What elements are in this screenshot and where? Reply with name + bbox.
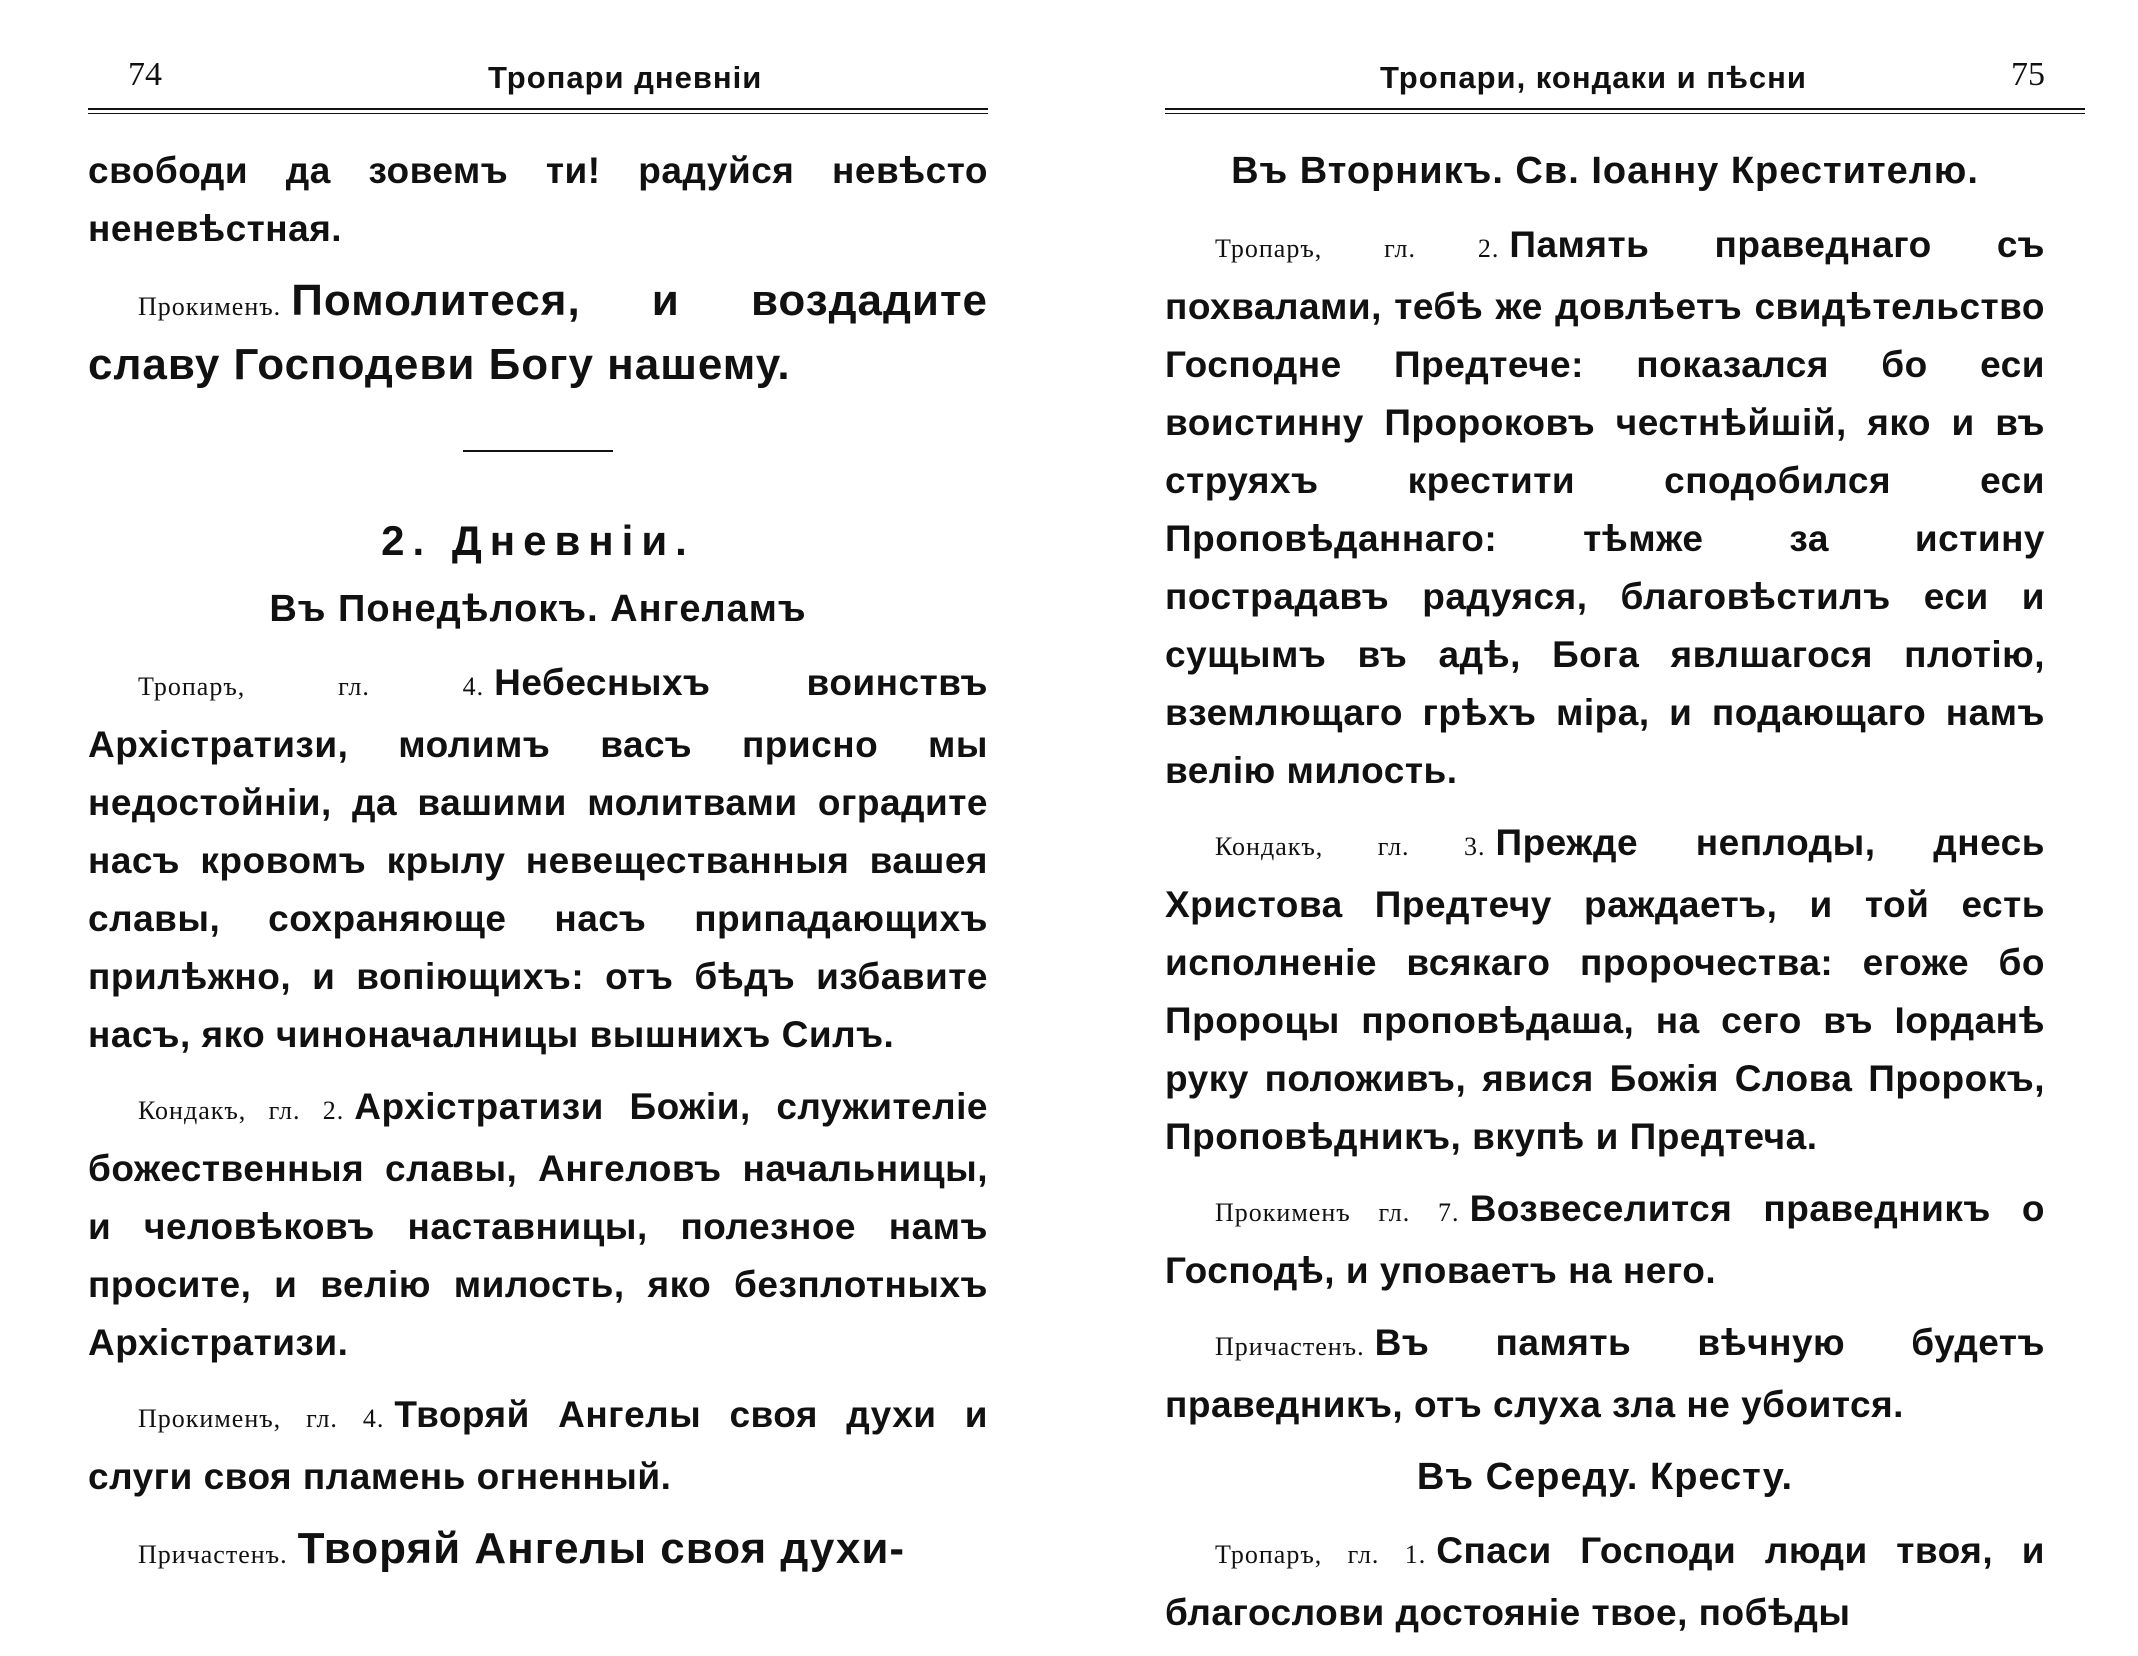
prokimen-text: Творяй Ангелы своя духи и слуги своя пламень огненный. — [88, 1394, 988, 1497]
wednesday-heading: Въ Середу. Кресту. — [1416, 1456, 1794, 1498]
monday-prokimen — [88, 1386, 988, 1506]
troparion-text: Память праведнаго съ похвалами, тебѣ же довлѣетъ свидѣтельство Господне Предтече: показался бо еси воистинну Пророковъ честнѣйшiй, яко и въ струяхъ крестити сподобился еси Проповѣданнаго: тѣмже за истину пострадавъ радуяся, благовѣстилъ еси и сущымъ въ адѣ, Бога явлшагося плотiю, вземлющаго грѣхъ мiра, и подающаго намъ велiю милость. — [1165, 224, 2045, 791]
section-title: 2. Дневнiи. — [381, 517, 695, 564]
troparion-label: Тропаръ, гл. 1. — [1215, 1540, 1427, 1569]
prokimen-paragraph-left — [88, 272, 988, 396]
prokimen-text: Возвеселится праведникъ о Господѣ, и уповаетъ на него. — [1165, 1188, 2045, 1291]
communion-label: Причастенъ. — [1215, 1332, 1365, 1361]
right-page — [1165, 50, 2065, 1633]
kontakion-label: Кондакъ, гл. 2. — [138, 1096, 345, 1125]
running-head-title-right: Тропари, кондаки и пѣсни — [1380, 60, 1807, 95]
troparion-text: Спаси Господи люди твоя, и благослови достоянiе твое, побѣды — [1165, 1530, 2045, 1633]
communion-text: Въ память вѣчную будетъ праведникъ, отъ слуха зла не убоится. — [1165, 1322, 2045, 1425]
page-number-right: 75 — [2011, 56, 2045, 93]
monday-heading: Въ Понедѣлокъ. Ангеламъ — [269, 588, 807, 630]
tuesday-troparion — [1165, 216, 2045, 800]
tuesday-prokimen — [1165, 1180, 2045, 1300]
communion-text: Творяй Ангелы своя духи- — [297, 1524, 906, 1573]
page-number-left: 74 — [128, 56, 162, 93]
continuation-text: свободи да зовемъ ти! радуйся невѣсто неневѣстная. — [88, 150, 988, 249]
prokimen-text: Помолитеся, и воздадите славу Господеви Богу нашему. — [88, 276, 988, 389]
troparion-label: Тропаръ, гл. 4. — [138, 672, 485, 701]
communion-label: Причастенъ. — [138, 1540, 288, 1569]
prokimen-label: Прокименъ, гл. 4. — [138, 1404, 385, 1433]
kontakion-text: Архiстратизи Божiи, служителiе божественныя славы, Ангеловъ начальницы, и человѣковъ наставницы, полезное намъ просите, и велiю милость, яко безплотныхъ Архiстратизи. — [88, 1086, 988, 1363]
left-page-text — [88, 142, 988, 1598]
troparion-text: Небесныхъ воинствъ Архiстратизи, молимъ васъ присно мы недостойнiи, да вашими молитвами оградите насъ кровомъ крылу невеществанныя вашея славы, сохраняюще насъ припадающихъ прилѣжно, и вопiющихъ: отъ бѣдъ избавите насъ, яко чиноначалницы вышнихъ Силъ. — [88, 662, 989, 1055]
tuesday-kontakion — [1165, 814, 2045, 1166]
kontakion-text: Прежде неплоды, днесь Христова Предтечу раждаетъ, и той есть исполненiе всякаго пророчества: егоже бо Пророцы проповѣдаша, на сего въ Iорданѣ руку положивъ, явися Божiя Слова Пророкъ, Проповѣдникъ, вкупѣ и Предтеча. — [1165, 822, 2045, 1157]
prokimen-label: Прокименъ гл. 7. — [1215, 1198, 1460, 1227]
troparion-label: Тропаръ, гл. 2. — [1215, 234, 1500, 263]
tuesday-heading: Въ Вторникъ. Св. Iоанну Крестителю. — [1231, 150, 1979, 192]
running-head-right — [1165, 50, 2065, 104]
section-divider — [463, 450, 613, 452]
monday-troparion — [88, 654, 988, 1064]
left-page — [88, 50, 989, 1573]
right-page-text — [1165, 142, 2045, 1656]
header-rule-left — [88, 108, 988, 114]
continuation-paragraph — [88, 142, 988, 258]
running-head-title-left: Тропари дневнiи — [488, 60, 763, 95]
wednesday-troparion — [1165, 1522, 2045, 1642]
monday-communion — [88, 1520, 988, 1584]
kontakion-label: Кондакъ, гл. 3. — [1215, 832, 1486, 861]
prokimen-label: Прокименъ. — [138, 292, 282, 321]
header-rule-right — [1165, 108, 2085, 114]
monday-kontakion — [88, 1078, 988, 1372]
running-head-left — [88, 50, 988, 104]
tuesday-communion — [1165, 1314, 2045, 1434]
